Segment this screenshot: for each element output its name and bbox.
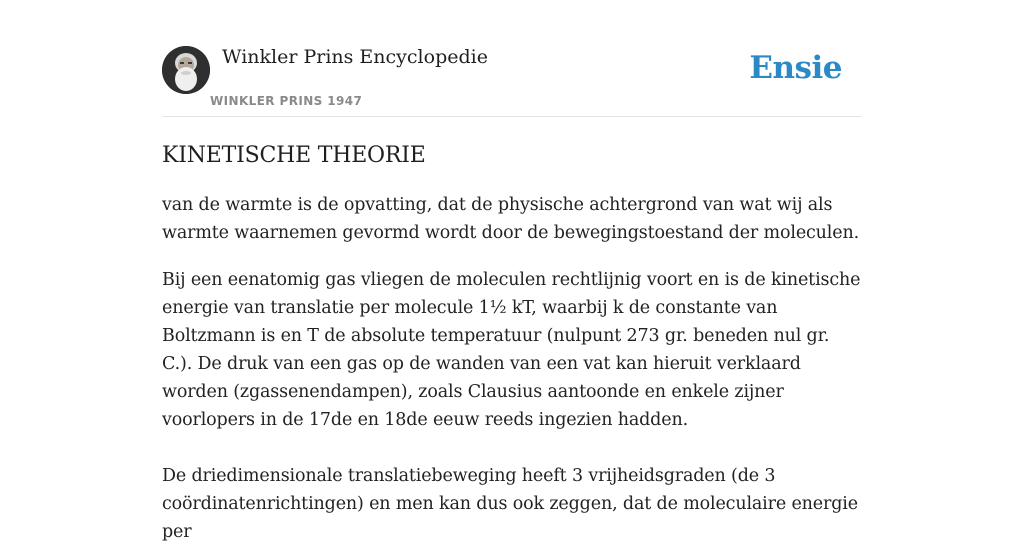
article-paragraph: van de warmte is de opvatting, dat de physische achtergrond van wat wij als warmte waarnemen gevormd wordt door de bewegingstoestand der moleculen. <box>162 195 859 243</box>
avatar[interactable] <box>162 46 210 94</box>
source-header <box>162 0 862 117</box>
article-title: KINETISCHE THEORIE <box>162 143 426 168</box>
article-paragraph: Bij een eenatomig gas vliegen de moleculen rechtlijnig voort en is de kinetische energie van translatie per molecule 1½ kT, waarbij k de constante van Boltzmann is en T de absolute temperatuur (nulpunt 273 gr. beneden nul gr. C.). De druk van een gas op de wanden van een vat kan hieruit verklaard worden (zgassenendampen), zoals Clausius aantoonde en enkele zijner voorlopers in de 17de en 18de eeuw reeds ingezien hadden. <box>162 270 861 430</box>
page <box>162 0 862 546</box>
source-title[interactable]: Winkler Prins Encyclopedie <box>222 46 488 68</box>
portrait-icon <box>162 46 210 94</box>
ensie-logo[interactable]: Ensie <box>749 50 842 86</box>
article-paragraph: De driedimensionale translatiebeweging heeft 3 vrijheidsgraden (de 3 coördinatenrichtingen) en men kan dus ook zeggen, dat de moleculaire energie per <box>162 466 858 542</box>
source-subtitle: WINKLER PRINS 1947 <box>210 94 363 108</box>
